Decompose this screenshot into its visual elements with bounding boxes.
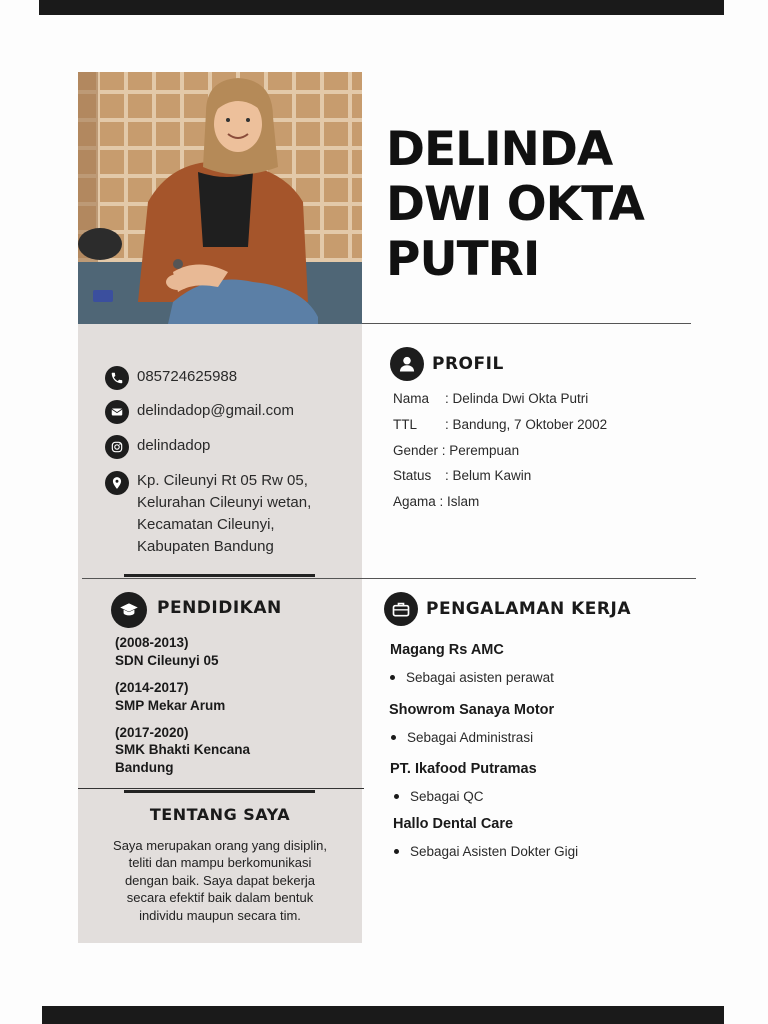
envelope-icon	[105, 400, 129, 424]
profil-key: Agama	[393, 494, 436, 509]
job-desc-1	[390, 670, 554, 685]
profil-value: : Perempuan	[438, 443, 520, 458]
edu-divider	[78, 788, 364, 789]
pengalaman-title: PENGALAMAN KERJA	[426, 599, 631, 619]
top-border-bar	[39, 0, 724, 15]
edu-school-3: SMK Bhakti Kencana	[115, 742, 251, 757]
profil-value: : Bandung, 7 Oktober 2002	[445, 417, 608, 432]
edu-underline	[124, 790, 315, 793]
profile-photo	[78, 72, 362, 324]
profil-row-status	[393, 468, 531, 483]
bullet-icon	[391, 735, 396, 740]
contact-underline	[124, 574, 315, 577]
bullet-icon	[390, 675, 395, 680]
profil-title: PROFIL	[432, 354, 504, 374]
tentang-line: individu maupun secara tim.	[139, 907, 301, 923]
profil-value: : Delinda Dwi Okta Putri	[445, 391, 589, 406]
instagram-handle: delindadop	[137, 437, 211, 454]
bullet-icon	[394, 849, 399, 854]
name-line-2: DWI OKTA	[386, 177, 644, 232]
address-line-2: Kelurahan Cileunyi wetan,	[137, 494, 312, 511]
profil-value: : Islam	[435, 494, 480, 509]
job-desc-text: Sebagai asisten perawat	[406, 670, 554, 685]
tentang-line: Saya merupakan orang yang disiplin,	[113, 838, 327, 853]
job-desc-4	[394, 844, 578, 859]
profil-value: : Belum Kawin	[445, 468, 532, 483]
job-desc-text: Sebagai QC	[410, 789, 484, 804]
profil-key: Nama	[393, 391, 430, 406]
profil-key: TTL	[393, 417, 418, 432]
name-divider	[362, 323, 691, 324]
tentang-line: dengan baik. Saya dapat bekerja	[124, 872, 316, 888]
email-address: delindadop@gmail.com	[137, 402, 294, 419]
profil-row-nama	[393, 391, 588, 406]
phone-icon	[105, 366, 129, 390]
profil-row-agama	[393, 494, 479, 509]
full-name-heading	[386, 122, 706, 287]
job-desc-3	[394, 789, 484, 804]
tentang-title: TENTANG SAYA	[149, 805, 291, 824]
instagram-icon	[105, 435, 129, 459]
job-desc-text: Sebagai Administrasi	[407, 730, 534, 745]
location-pin-icon	[105, 471, 129, 495]
job-title-4: Hallo Dental Care	[393, 816, 514, 832]
address-line-1: Kp. Cileunyi Rt 05 Rw 05,	[137, 472, 308, 489]
edu-years-1: (2008-2013)	[115, 635, 189, 650]
graduation-cap-icon	[111, 592, 147, 628]
pendidikan-title: PENDIDIKAN	[157, 598, 282, 618]
job-title-2: Showrom Sanaya Motor	[389, 702, 555, 718]
profil-row-ttl	[393, 417, 607, 432]
job-title-3: PT. Ikafood Putramas	[390, 761, 537, 777]
address-line-3: Kecamatan Cileunyi,	[137, 516, 275, 533]
job-desc-text: Sebagai Asisten Dokter Gigi	[410, 844, 579, 859]
edu-years-2: (2014-2017)	[115, 680, 189, 695]
job-desc-2	[391, 730, 533, 745]
edu-school-2: SMP Mekar Arum	[115, 698, 226, 713]
bottom-border-bar	[42, 1006, 724, 1024]
edu-school-1: SDN Cileunyi 05	[115, 653, 219, 668]
edu-years-3: (2017-2020)	[115, 725, 189, 740]
bullet-icon	[394, 794, 399, 799]
profil-key: Gender	[393, 443, 439, 458]
name-line-1: DELINDA	[386, 122, 613, 177]
edu-school-3b: Bandung	[115, 760, 174, 775]
user-icon	[390, 347, 424, 381]
name-line-3: PUTRI	[386, 232, 540, 287]
tentang-line: secara efektif baik dalam bentuk	[126, 890, 314, 906]
tentang-text	[95, 837, 345, 924]
tentang-line: teliti dan mampu berkomunikasi	[128, 855, 312, 871]
middle-divider	[82, 578, 696, 579]
briefcase-icon	[384, 592, 418, 626]
phone-number: 085724625988	[137, 368, 238, 385]
job-title-1: Magang Rs AMC	[390, 642, 504, 658]
profil-key: Status	[393, 468, 432, 483]
address-line-4: Kabupaten Bandung	[137, 538, 274, 555]
profil-row-gender	[393, 443, 519, 458]
